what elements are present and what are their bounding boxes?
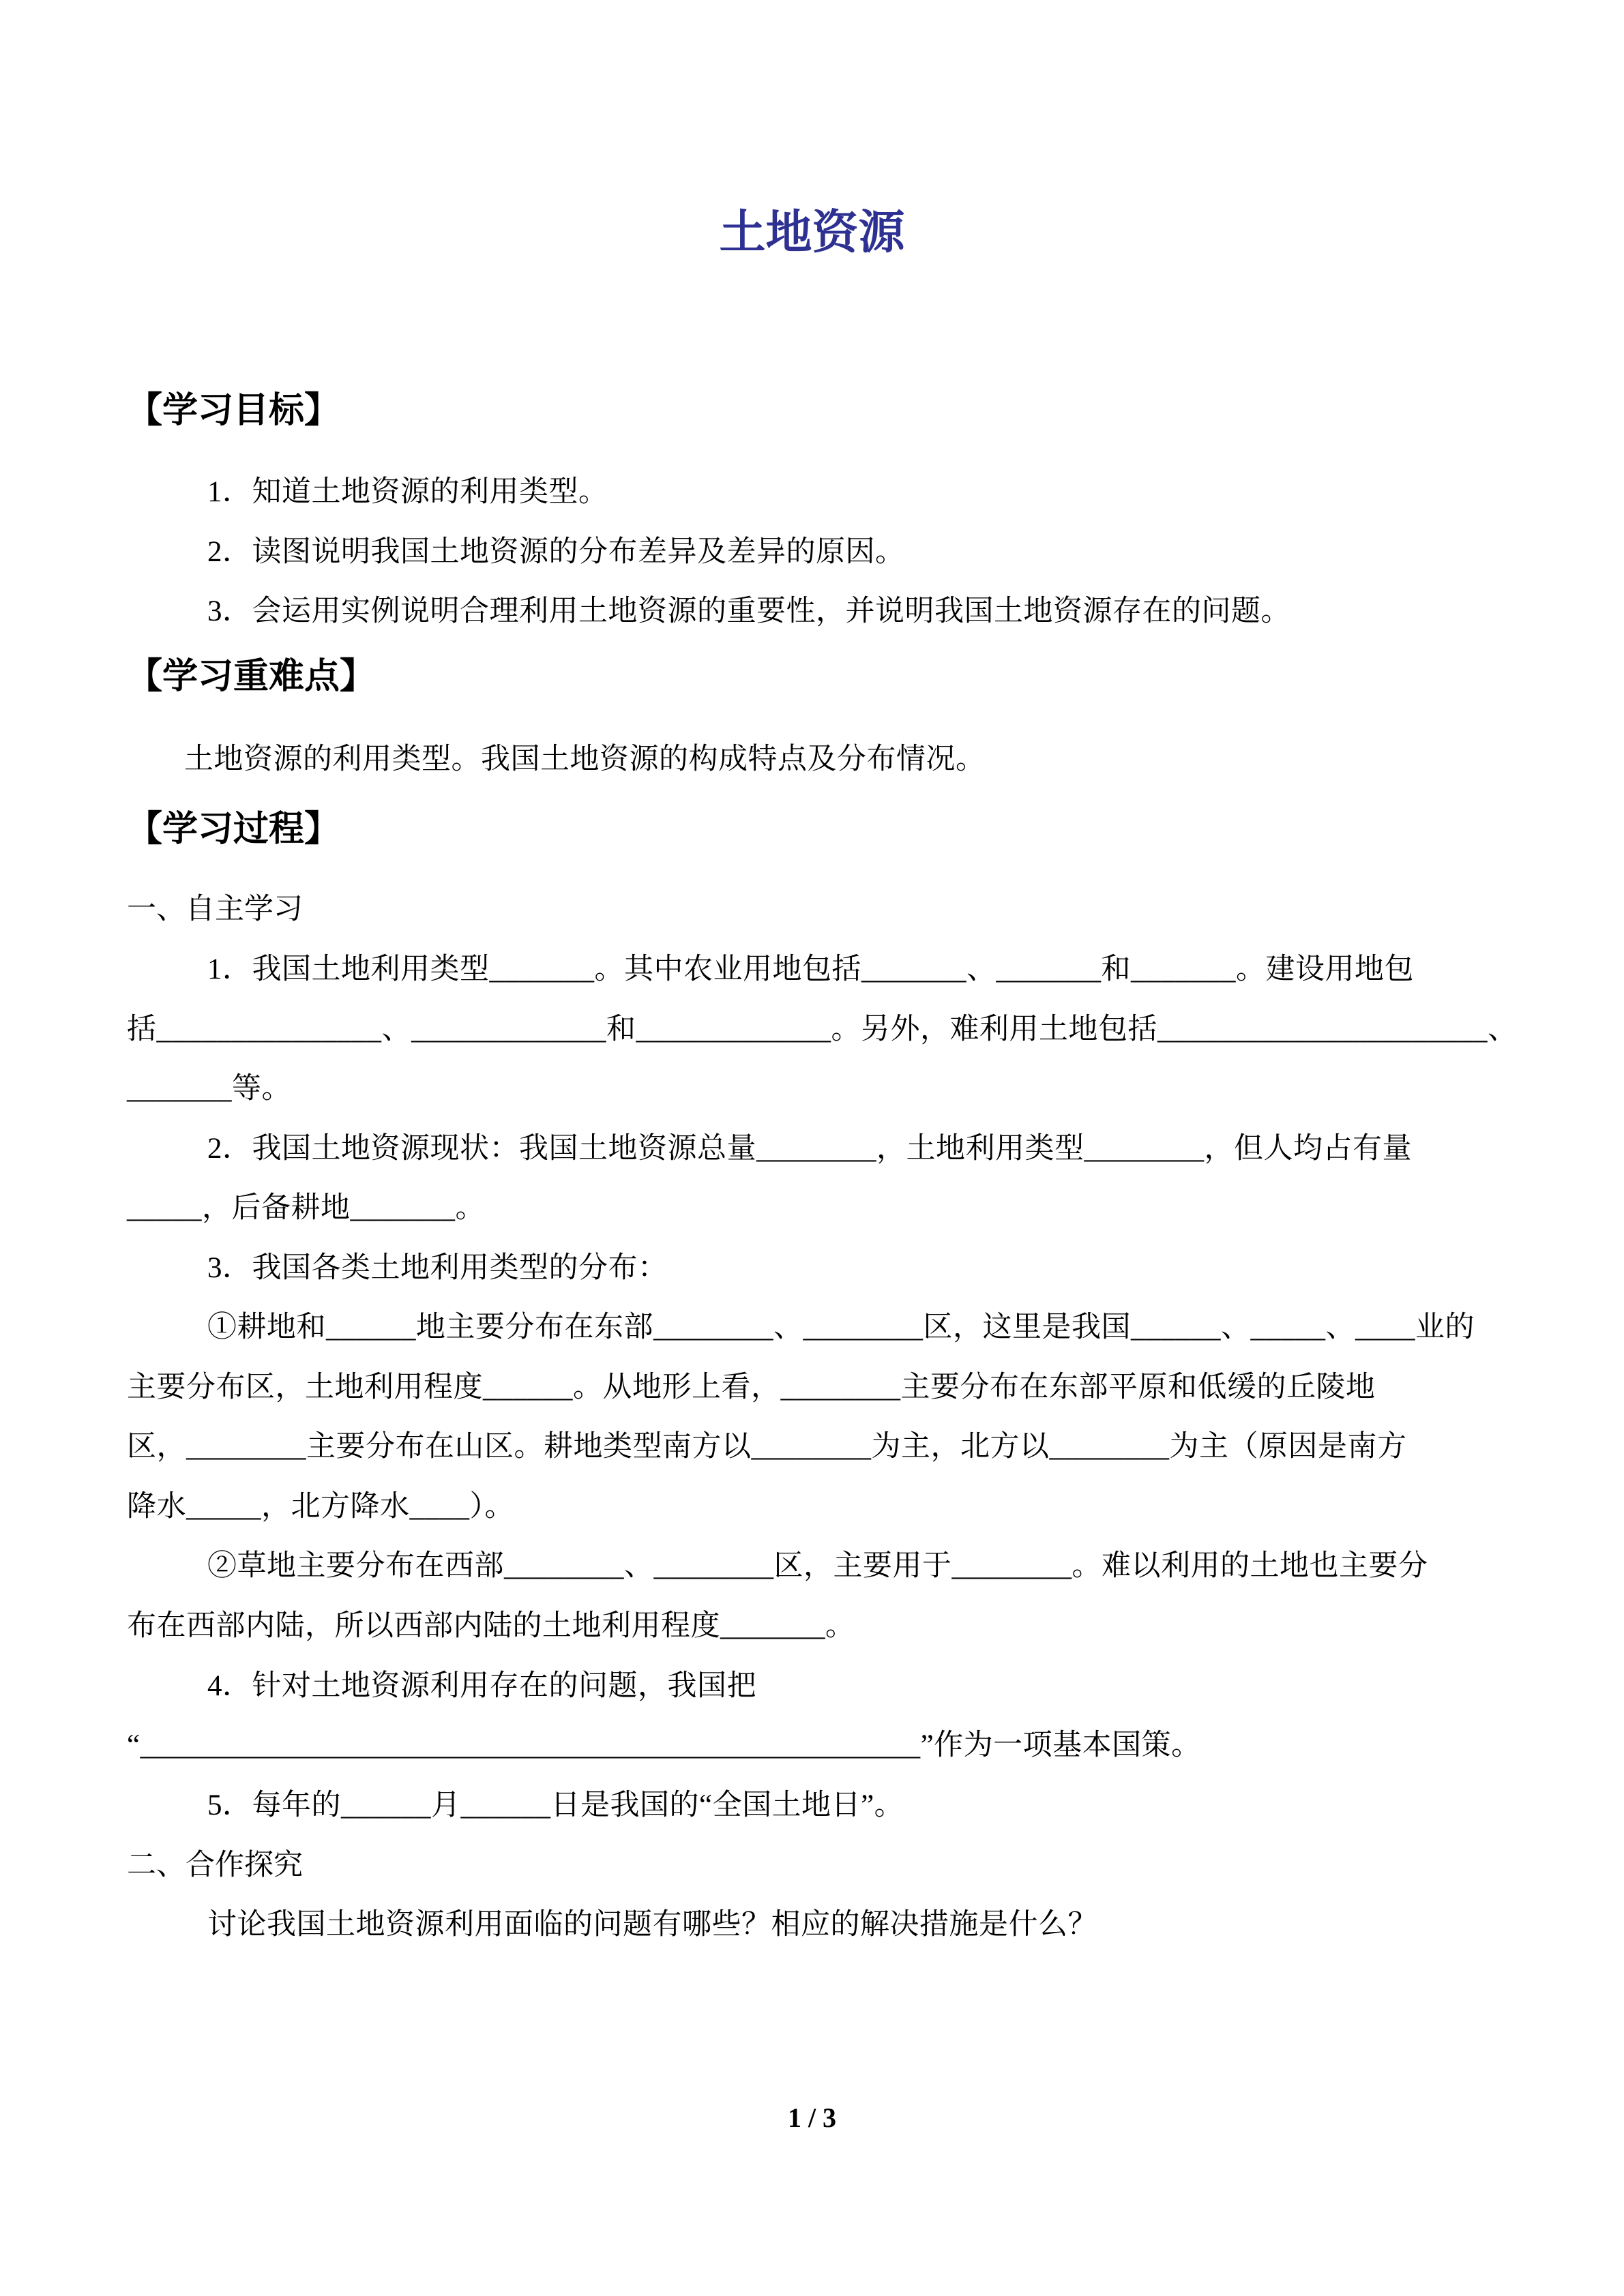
fill-blank-line-13: 4．针对土地资源利用存在的问题，我国把: [207, 1670, 756, 1702]
part2-heading: 二、合作探究: [127, 1849, 303, 1881]
fill-blank-line-6: 3．我国各类土地利用类型的分布：: [207, 1252, 668, 1284]
fill-blank-line-5: _____，后备耕地_______。: [127, 1192, 485, 1224]
section-heading-key-points: 【学习重难点】: [127, 657, 376, 696]
section-heading-objectives: 【学习目标】: [127, 391, 340, 430]
page-number-indicator: 1 / 3: [787, 2102, 837, 2133]
fill-blank-line-2: 括_______________、_____________和_____________。另外，难利用土地包括______________________、: [127, 1013, 1518, 1045]
objective-item-1: 1．知道土地资源的利用类型。: [207, 476, 608, 508]
part1-heading: 一、自主学习: [127, 893, 303, 925]
document-title: 土地资源: [719, 207, 905, 258]
objective-item-3: 3．会运用实例说明合理利用土地资源的重要性，并说明我国土地资源存在的问题。: [207, 595, 1290, 627]
fill-blank-line-15: 5．每年的______月______日是我国的“全国土地日”。: [207, 1789, 904, 1821]
fill-blank-line-14: “____________________________________________________”作为一项基本国策。: [127, 1729, 1201, 1761]
fill-blank-line-7: ①耕地和______地主要分布在东部________、________区，这里是我国______、_____、____业的: [207, 1311, 1475, 1343]
fill-blank-line-4: 2．我国土地资源现状：我国土地资源总量________，土地利用类型________，但人均占有量: [207, 1133, 1412, 1165]
objective-item-2: 2．读图说明我国土地资源的分布差异及差异的原因。: [207, 536, 905, 568]
fill-blank-line-8: 主要分布区，土地利用程度______。从地形上看，________主要分布在东部平原和低缓的丘陵地: [127, 1371, 1376, 1403]
fill-blank-line-3: _______等。: [127, 1073, 291, 1105]
fill-blank-line-11: ②草地主要分布在西部________、________区，主要用于________。难以利用的土地也主要分: [207, 1550, 1428, 1582]
fill-blank-line-12: 布在西部内陆，所以西部内陆的土地利用程度_______。: [127, 1610, 855, 1642]
section-heading-process: 【学习过程】: [127, 810, 340, 849]
key-points-text: 土地资源的利用类型。我国土地资源的构成特点及分布情况。: [184, 743, 986, 775]
fill-blank-line-9: 区，________主要分布在山区。耕地类型南方以________为主，北方以________为主（原因是南方: [127, 1431, 1407, 1463]
part2-question: 讨论我国土地资源利用面临的问题有哪些？相应的解决措施是什么？: [207, 1909, 1097, 1941]
fill-blank-line-1: 1．我国土地利用类型_______。其中农业用地包括_______、_______和_______。建设用地包: [207, 953, 1414, 985]
fill-blank-line-10: 降水_____，北方降水____）。: [127, 1491, 514, 1523]
